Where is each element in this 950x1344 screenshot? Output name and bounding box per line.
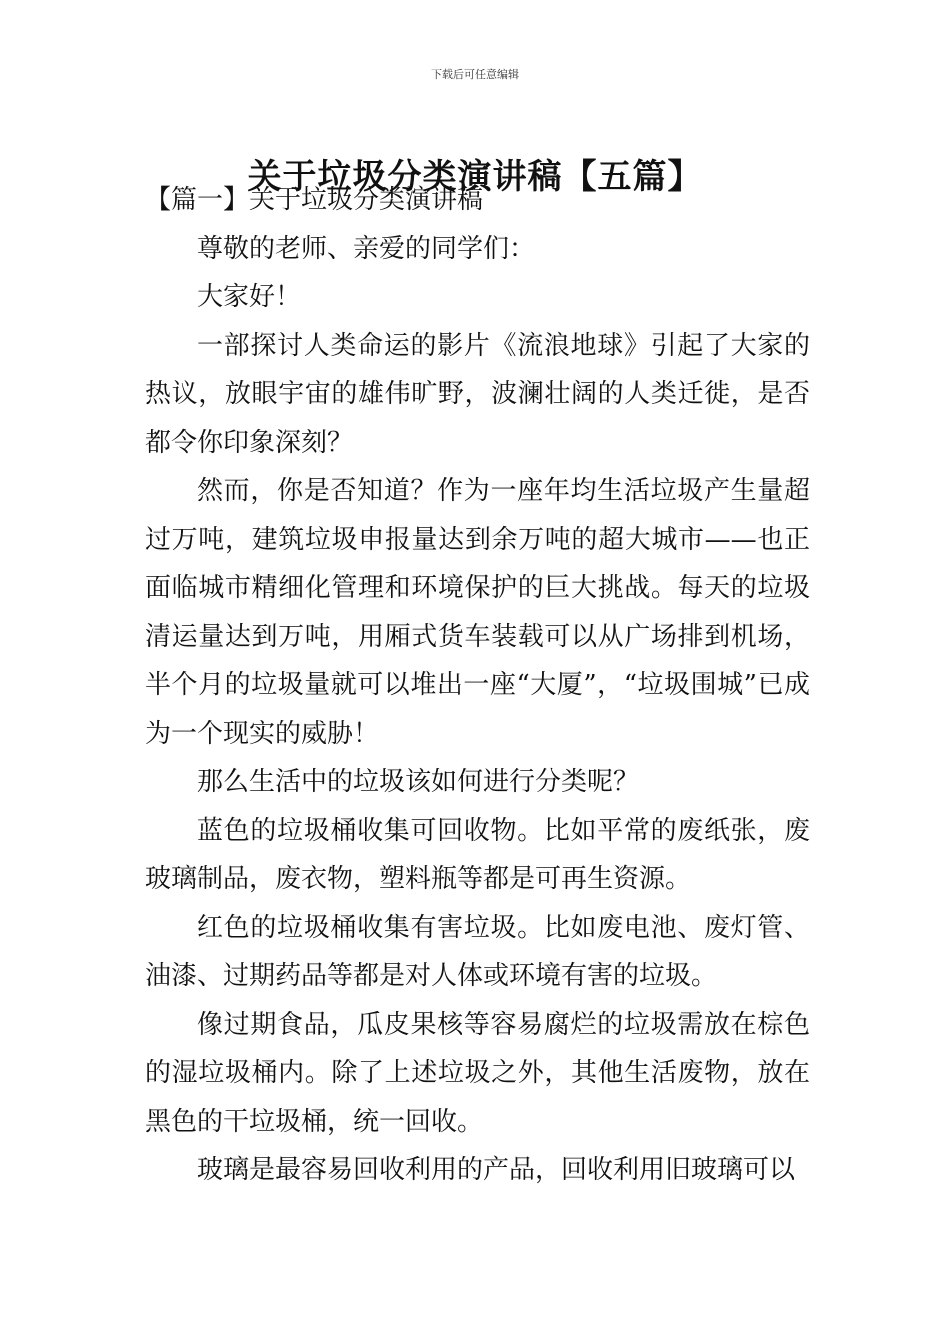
- paragraph: 像过期食品，瓜皮果核等容易腐烂的垃圾需放在棕色的湿垃圾桶内。除了上述垃圾之外，其他生活废物，放在黑色的干垃圾桶，统一回收。: [145, 1009, 810, 1137]
- section-heading: 【篇一】关于垃圾分类演讲稿: [145, 185, 484, 215]
- paragraph: 那么生活中的垃圾该如何进行分类呢？: [197, 767, 640, 797]
- paragraph-salutation: 尊敬的老师、亲爱的同学们：: [197, 233, 536, 264]
- paragraph: 然而，你是否知道？作为一座年均生活垃圾产生量超过万吨，建筑垃圾申报量达到余万吨的超大城市——也正面临城市精细化管理和环境保护的巨大挑战。每天的垃圾清运量达到万吨，用厢式货车装载可以从广场排到机场，半个月的垃圾量就可以堆出一座“大厦”，“垃圾围城”已成为一个现实的威胁！: [145, 476, 810, 749]
- paragraph-greeting: 大家好！: [197, 282, 302, 312]
- paragraph: 蓝色的垃圾桶收集可回收物。比如平常的废纸张，废玻璃制品，废衣物，塑料瓶等都是可再生资源。: [145, 815, 810, 894]
- paragraph: 一部探讨人类命运的影片《流浪地球》引起了大家的热议，放眼宇宙的雄伟旷野，波澜壮阔的人类迁徙，是否都令你印象深刻？: [145, 330, 810, 458]
- document-title: 关于垃圾分类演讲稿【五篇】: [247, 156, 703, 197]
- paragraph: 玻璃是最容易回收利用的产品，回收利用旧玻璃可以: [197, 1155, 796, 1185]
- document-body: [145, 176, 810, 1195]
- header-note: 下载后可任意编辑: [431, 68, 519, 81]
- paragraph: 红色的垃圾桶收集有害垃圾。比如废电池、废灯管、油漆、过期药品等都是对人体或环境有害的垃圾。: [145, 912, 810, 991]
